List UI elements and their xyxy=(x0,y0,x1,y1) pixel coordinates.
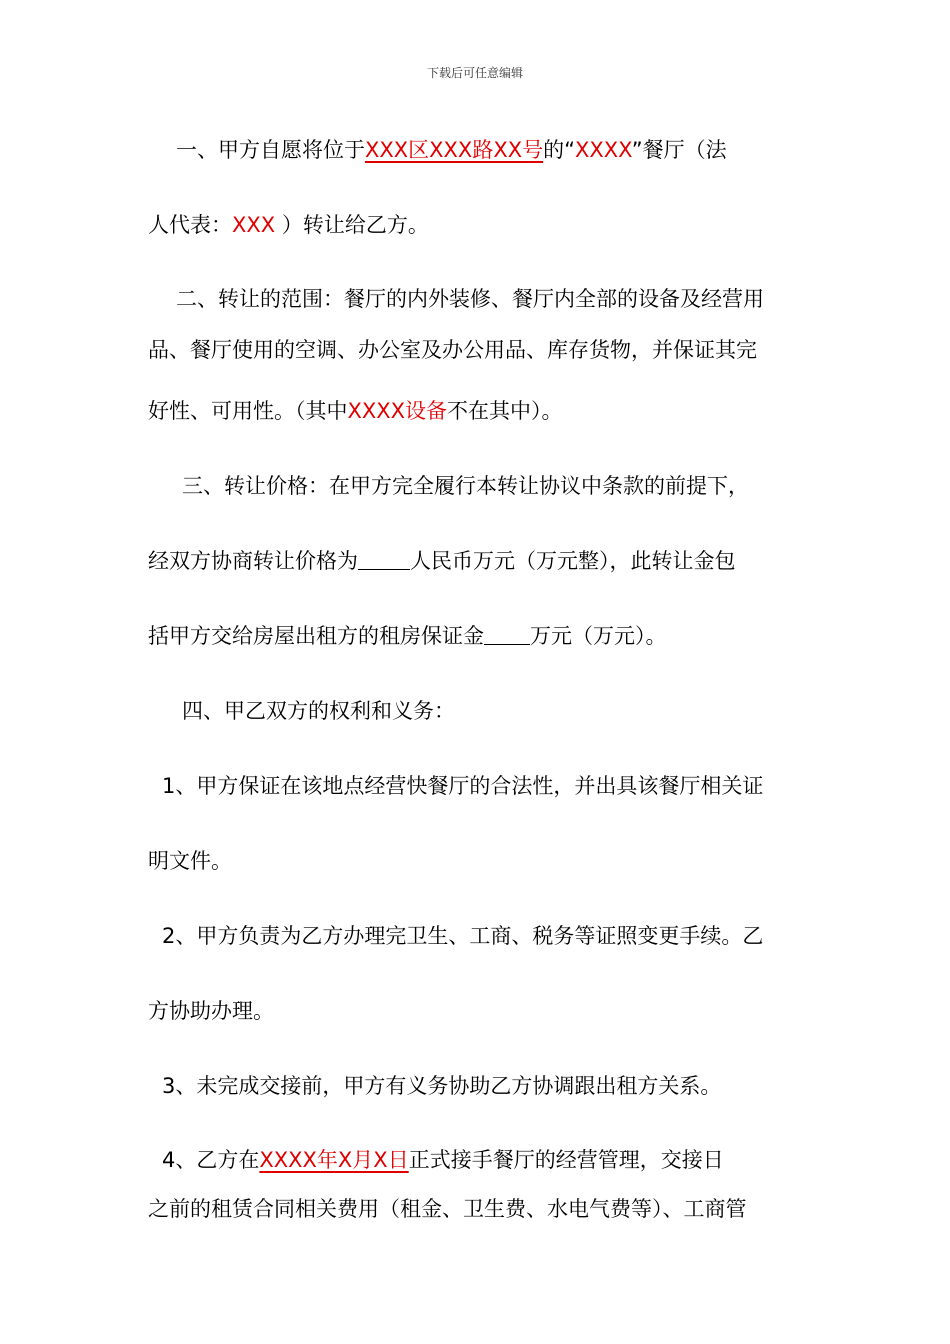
handover-date: XXXX年X月X日 xyxy=(259,1148,409,1172)
excluded-equipment: XXXX设备 xyxy=(347,399,448,423)
clause-2-line-3: 好性、可用性。（其中XXXX设备不在其中）。 xyxy=(148,399,563,423)
page-header: 下载后可任意编辑 xyxy=(426,66,523,80)
legal-rep: XXX xyxy=(232,213,276,237)
price-blank xyxy=(358,549,410,570)
clause-2-line-2: 品、餐厅使用的空调、办公室及办公用品、库存货物，并保证其完 xyxy=(148,338,757,362)
clause-4-title: 四、甲乙双方的权利和义务： xyxy=(182,699,455,723)
clause-1-line-2: 人代表：XXX ）转让给乙方。 xyxy=(148,213,429,237)
clause-3-line-2: 经双方协商转让价格为 人民币万元（万元整），此转让金包 xyxy=(148,549,736,573)
clause-3-line-1: 三、转让价格：在甲方完全履行本转让协议中条款的前提下， xyxy=(182,474,749,498)
deposit-blank xyxy=(484,624,530,645)
clause-1-line-1: 一、甲方自愿将位于XXX区XXX路XX号的“XXXX”餐厅（法 xyxy=(176,138,727,162)
clause-3-line-3: 括甲方交给房屋出租方的租房保证金 万元（万元）。 xyxy=(148,624,667,648)
item-2-line-2: 方协助办理。 xyxy=(148,999,274,1023)
item-1-line-1: 1、甲方保证在该地点经营快餐厅的合法性，并出具该餐厅相关证 xyxy=(162,774,764,798)
restaurant-name: XXXX xyxy=(574,138,632,162)
item-4-line-2: 之前的租赁合同相关费用（租金、卫生费、水电气费等）、工商管 xyxy=(148,1197,747,1221)
clause-2-line-1: 二、转让的范围：餐厅的内外装修、餐厅内全部的设备及经营用 xyxy=(176,287,764,311)
address-field: XXX区XXX路XX号 xyxy=(365,138,544,162)
item-1-line-2: 明文件。 xyxy=(148,849,232,873)
item-2-line-1: 2、甲方负责为乙方办理完卫生、工商、税务等证照变更手续。乙 xyxy=(162,924,764,948)
item-4-line-1: 4、乙方在XXXX年X月X日正式接手餐厅的经营管理，交接日 xyxy=(162,1148,724,1172)
item-3: 3、未完成交接前，甲方有义务协助乙方协调跟出租方关系。 xyxy=(162,1074,722,1098)
